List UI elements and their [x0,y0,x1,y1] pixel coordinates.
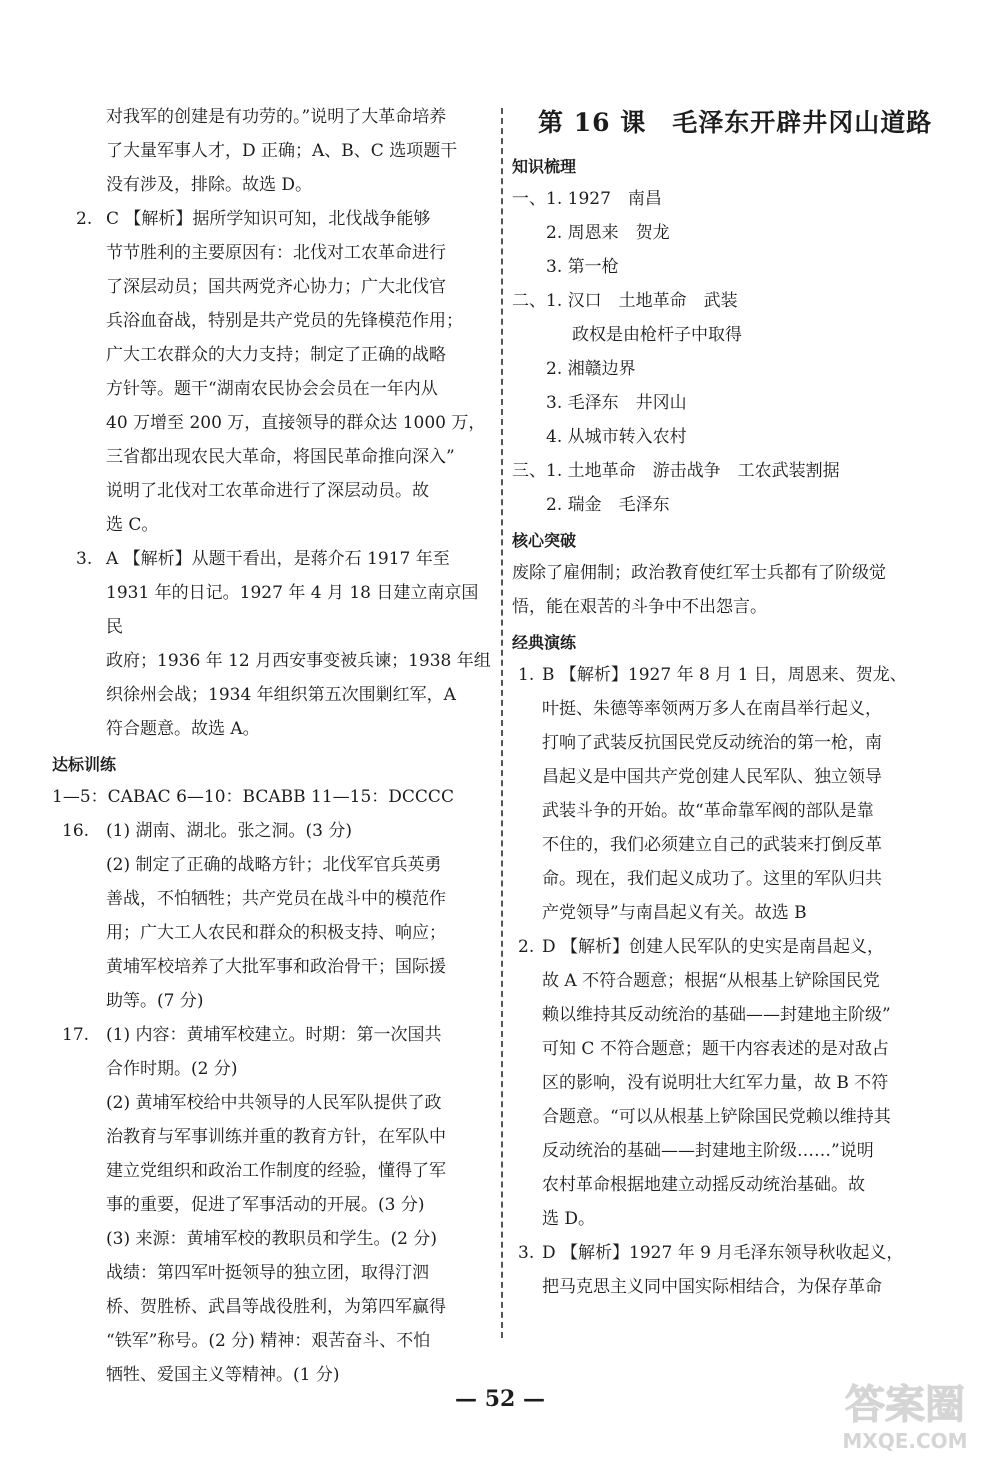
text-line: (2) 黄埔军校给中共领导的人民军队提供了政 [106,1093,442,1113]
text-line: 2. 湘赣边界 [546,359,636,379]
section-heading-zhishi: 知识梳理 [512,157,577,176]
item-number: 2. [76,209,93,229]
text-line: 对我军的创建是有功劳的。”说明了大革命培养 [106,107,447,127]
text-line: 合作时期。(2 分) [106,1059,238,1079]
text-line: 不住的，我们必须建立自己的武装来打倒反革 [542,835,882,855]
column-divider [501,108,503,1338]
text-line: 方针等。题干“湖南农民协会会员在一年内从 [106,379,438,399]
text-line: 悟，能在艰苦的斗争中不出怨言。 [512,597,767,617]
text-line: 农村革命根据地建立动摇反动统治基础。故 [542,1175,865,1195]
text-line: 故 A 不符合题意；根据“从根基上铲除国民党 [542,971,880,991]
text-line: 政权是由枪杆子中取得 [572,325,742,345]
text-line: 用；广大工人农民和群众的积极支持、响应； [106,923,446,943]
right-column [512,98,950,1304]
text-line: 符合题意。故选 A。 [106,719,260,739]
text-line: 织徐州会战；1934 年组织第五次围剿红军，A [106,685,456,705]
text-line: 节节胜利的主要原因有：北伐对工农革命进行 [106,243,446,263]
knowledge-group-2 [512,284,950,454]
text-line: (2) 制定了正确的战略方针；北伐军官兵英勇 [106,855,442,875]
text-line: 三、1. 土地革命 游击战争 工农武装割据 [512,461,840,481]
text-line: 建立党组织和政治工作制度的经验，懂得了军 [106,1161,446,1181]
text-line: 4. 从城市转入农村 [546,427,687,447]
text-line: 命。现在，我们起义成功了。这里的军队归共 [542,869,882,889]
text-line: 40 万增至 200 万，直接领导的群众达 1000 万， [106,413,486,433]
practice-item-2 [512,930,950,1236]
text-line: (3) 来源：黄埔军校的教职员和学生。(2 分) [106,1229,437,1249]
text-line: 兵浴血奋战，特别是共产党员的先锋模范作用； [106,311,463,331]
text-line: 昌起义是中国共产党创建人民军队、独立领导 [542,767,882,787]
text-line: C 【解析】据所学知识可知，北伐战争能够 [106,209,431,229]
text-line: 三省都出现农民大革命，将国民革命推向深入” [106,447,455,467]
watermark-logo-icon [820,1370,990,1455]
text-line: 打响了武装反抗国民党反动统治的第一枪，南 [542,733,882,753]
section-heading-hexin: 核心突破 [512,531,577,550]
text-line: D 【解析】创建人民军队的史实是南昌起义， [542,937,885,957]
text-line: 废除了雇佣制；政治教育使红军士兵都有了阶级觉 [512,563,886,583]
text-line: B 【解析】1927 年 8 月 1 日，周恩来、贺龙、 [542,665,907,685]
text-line: 叶挺、朱德等率领两万多人在南昌举行起义， [542,699,882,719]
knowledge-group-3 [512,454,950,522]
text-line: 助等。(7 分) [106,991,204,1011]
left-column [52,100,492,1392]
text-line: 2. 瑞金 毛泽东 [546,495,670,515]
text-line: 了深层动员；国共两党齐心协力；广大北伐官 [106,277,446,297]
text-line: (1) 湖南、湖北。张之洞。(3 分) [106,821,352,841]
text-line: 2. 周恩来 贺龙 [546,223,670,243]
item-number: 2. [518,937,535,957]
section-heading-jingdian: 经典演练 [512,633,577,652]
text-line: 没有涉及，排除。故选 D。 [106,175,313,195]
text-line: 1931 年的日记。1927 年 4 月 18 日建立南京国民 [106,583,479,637]
text-line: 赖以维持其反动统治的基础——封建地主阶级” [542,1005,891,1025]
item-number: 1. [518,665,535,685]
text-line: 3. 毛泽东 井冈山 [546,393,687,413]
text-line: 牺牲、爱国主义等精神。(1 分) [106,1365,340,1385]
item-number: 17. [62,1025,90,1045]
text-line: A 【解析】从题干看出，是蒋介石 1917 年至 [106,549,450,569]
answer-item-2 [52,202,492,542]
item-number: 3. [518,1243,535,1263]
text-line: 说明了北伐对工农革命进行了深层动员。故 [106,481,429,501]
item-number: 3. [76,549,93,569]
watermark-subtext: MXQE.COM [842,1429,968,1453]
text-line: 选 D。 [542,1209,596,1229]
text-line: 把马克思主义同中国实际相结合，为保存革命 [542,1277,882,1297]
text-line: 3. 第一枪 [546,257,619,277]
text-line: 可知 C 不符合题意；题干内容表述的是对敌占 [542,1039,889,1059]
continued-answer [52,100,492,202]
page-number: — 52 — [455,1386,545,1412]
watermark-text: 答案圈 [845,1382,965,1428]
answer-item-17 [52,1018,492,1392]
practice-item-3 [512,1236,950,1304]
text-line: 选 C。 [106,515,159,535]
text-line: 善战，不怕牺牲；共产党员在战斗中的模范作 [106,889,446,909]
text-line: 合题意。“可以从根基上铲除国民党赖以维持其 [542,1107,891,1127]
text-line: 治教育与军事训练并重的教育方针，在军队中 [106,1127,446,1147]
answer-key-line: 1—5：CABAC 6—10：BCABB 11—15：DCCCC [52,787,454,807]
lesson-title: 第 16 课 毛泽东开辟井冈山道路 [538,108,933,137]
section-heading-dabiao: 达标训练 [52,755,117,774]
text-line: 桥、贺胜桥、武昌等战役胜利，为第四军赢得 [106,1297,446,1317]
practice-item-1 [512,658,950,930]
knowledge-group-1 [512,182,950,284]
text-line: (1) 内容：黄埔军校建立。时期：第一次国共 [106,1025,442,1045]
core-breakthrough-text [512,556,950,624]
text-line: 一、1. 1927 南昌 [512,189,662,209]
text-line: 武装斗争的开始。故“革命靠军阀的部队是靠 [542,801,874,821]
answer-item-16 [52,814,492,1018]
text-line: 战绩：第四军叶挺领导的独立团，取得汀泗 [106,1263,429,1283]
text-line: D 【解析】1927 年 9 月毛泽东领导秋收起义， [542,1243,904,1263]
text-line: 二、1. 汉口 土地革命 武装 [512,291,738,311]
text-line: 了大量军事人才，D 正确；A、B、C 选项题干 [106,141,458,161]
answer-item-3 [52,542,492,746]
item-number: 16. [62,821,90,841]
text-line: 黄埔军校培养了大批军事和政治骨干；国际援 [106,957,446,977]
text-line: “铁军”称号。(2 分) 精神：艰苦奋斗、不怕 [106,1331,431,1351]
text-line: 区的影响，没有说明壮大红军力量，故 B 不符 [542,1073,889,1093]
text-line: 产党领导”与南昌起义有关。故选 B [542,903,807,923]
text-line: 反动统治的基础——封建地主阶级……”说明 [542,1141,874,1161]
text-line: 事的重要，促进了军事活动的开展。(3 分) [106,1195,425,1215]
text-line: 政府；1936 年 12 月西安事变被兵谏；1938 年组 [106,651,491,671]
text-line: 广大工农群众的大力支持；制定了正确的战略 [106,345,446,365]
